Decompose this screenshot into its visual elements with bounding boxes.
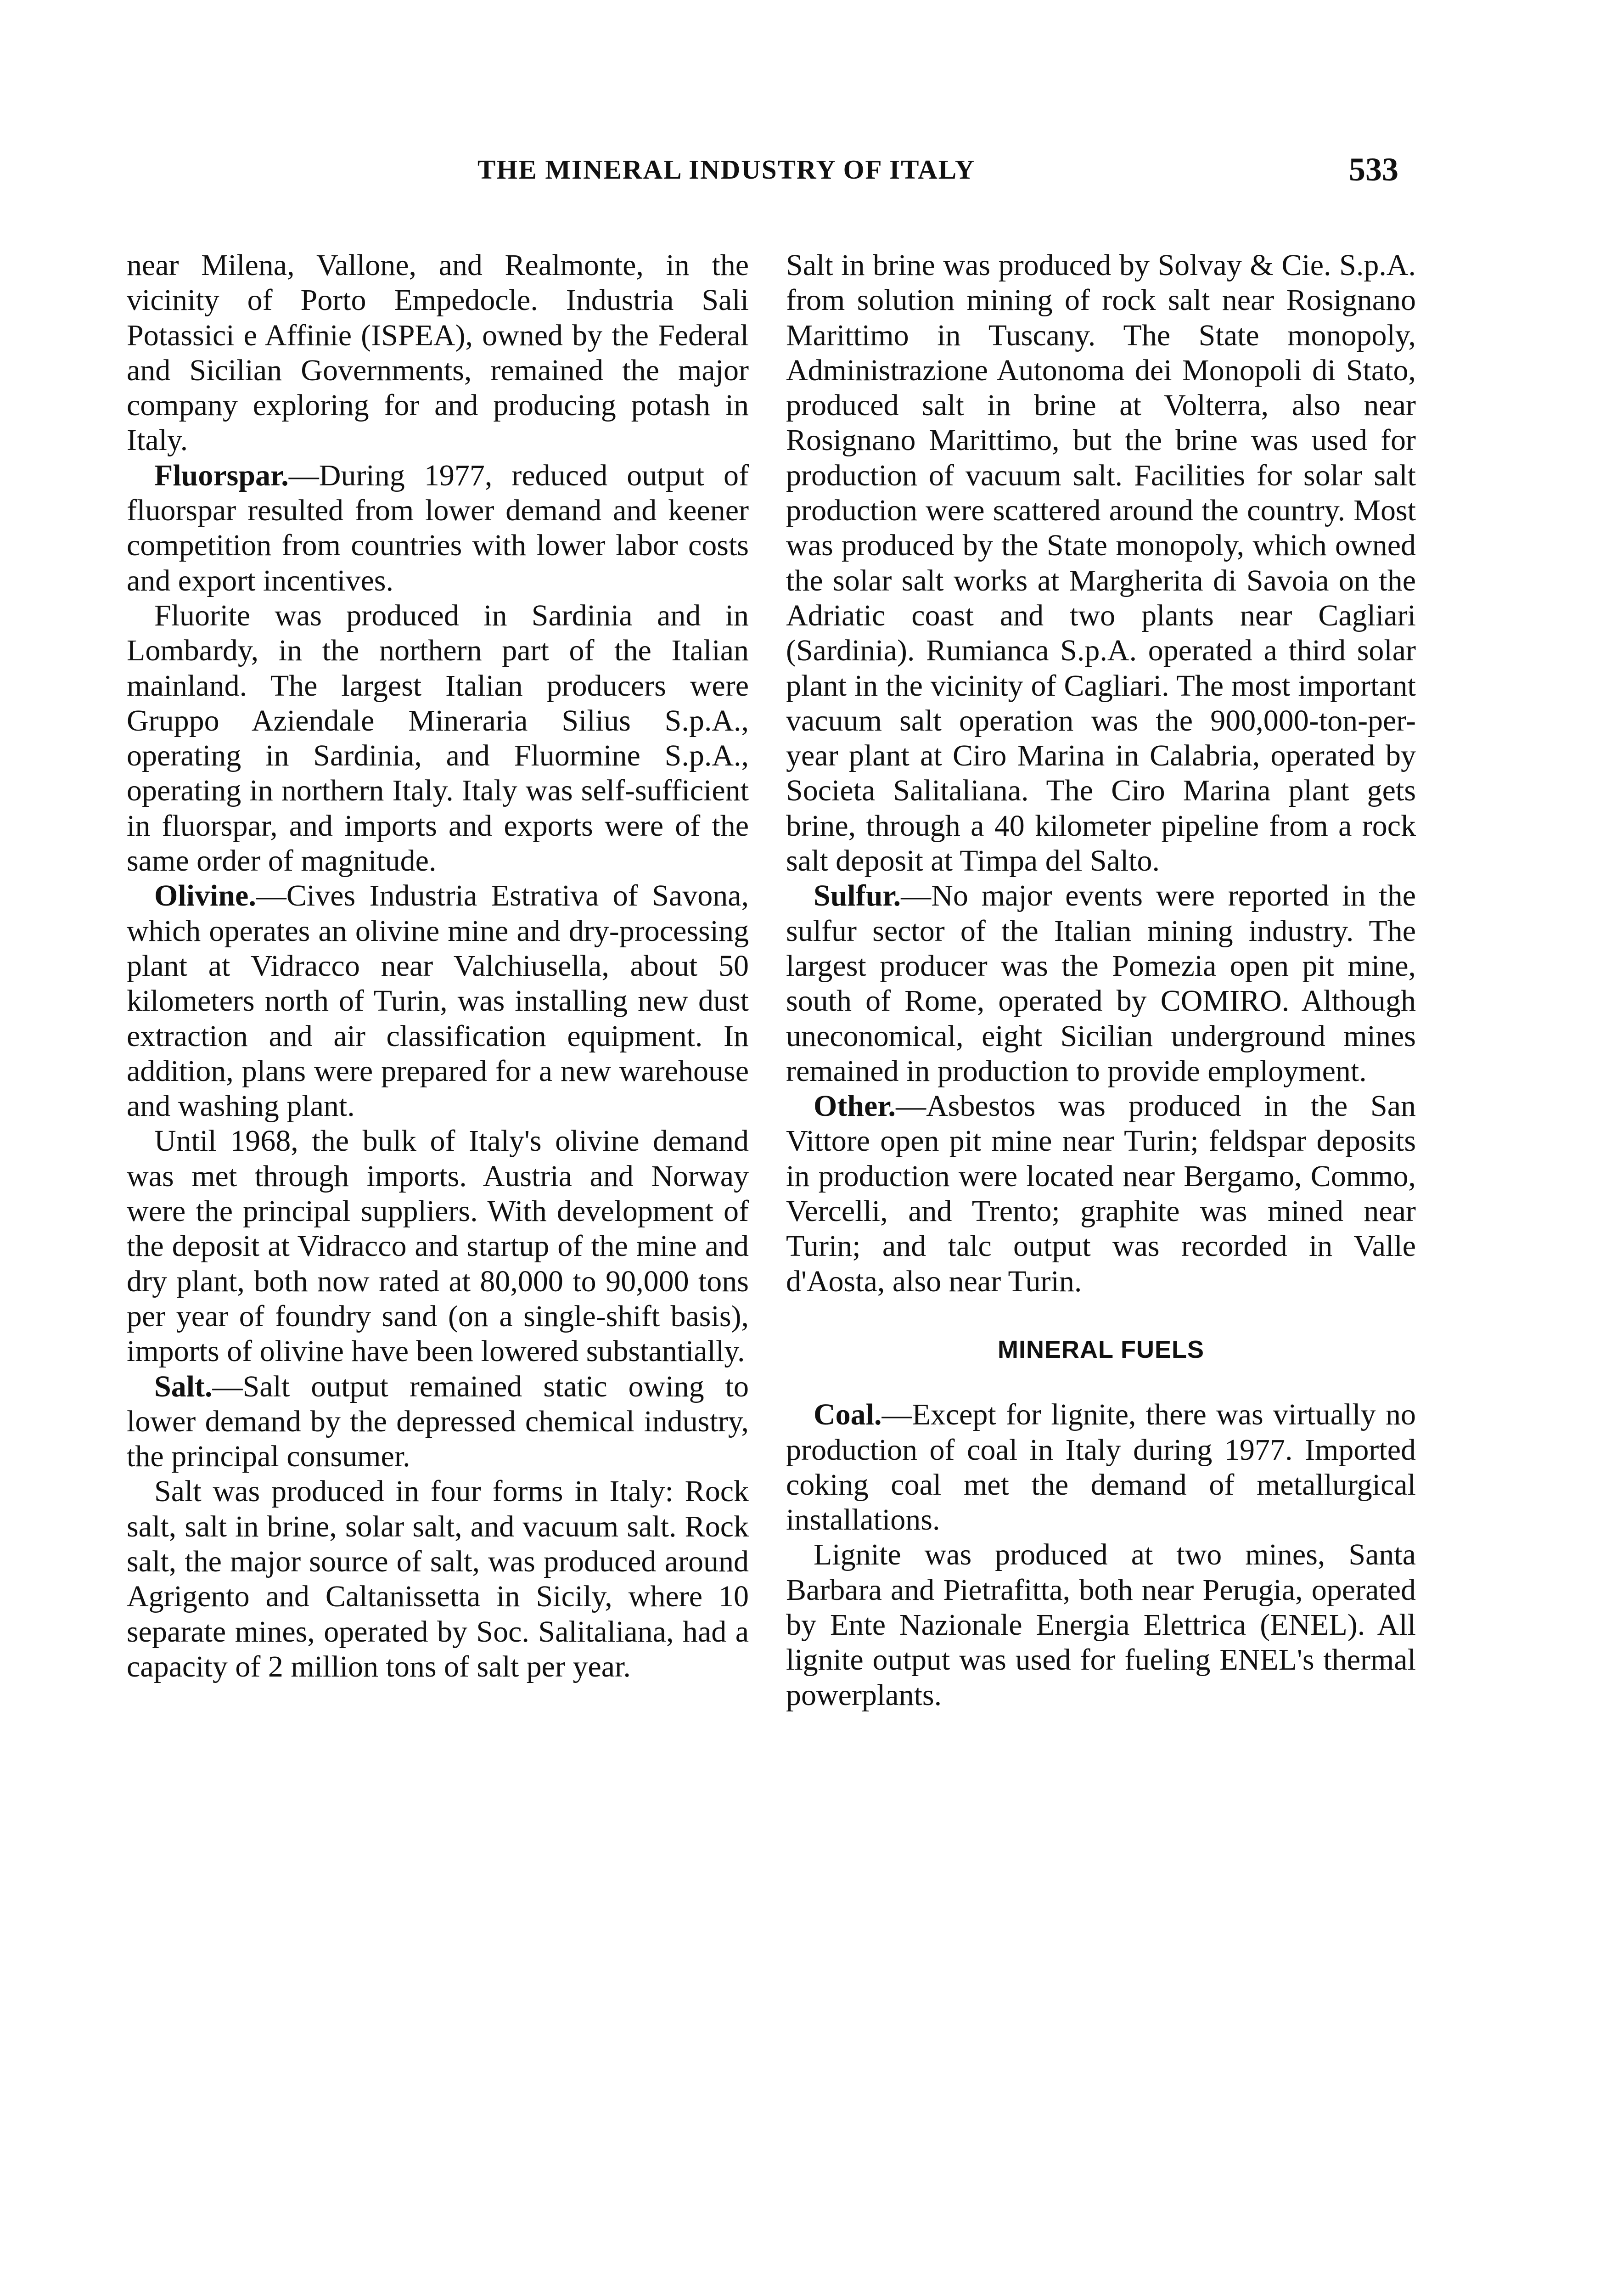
subsection-lead-fluorspar: Fluorspar.	[154, 458, 289, 492]
subsection-lead-olivine: Olivine.	[154, 879, 256, 913]
paragraph-text: —Asbestos was produced in the San Vittore open pit mine near Turin; feldspar deposits in production were located near Bergamo, Commo, Vercelli, and Trento; graphite was mined near Turin; and talc output was recorded in Valle d'Aosta, also near Turin.	[786, 1089, 1416, 1298]
paragraph: Lignite was produced at two mines, Santa Barbara and Pietrafitta, both near Perugia, operated by Ente Nazionale Energia Elettrica (ENEL). All lignite output was used for fueling ENEL's thermal powerplants.	[786, 1538, 1416, 1712]
paragraph-olivine	[127, 878, 749, 1124]
paragraph: Salt in brine was produced by Solvay & Cie. S.p.A. from solution mining of rock salt near Rosignano Marittimo in Tuscany. The State monopoly, Administrazione Autonoma dei Monopoli di Stato, produced salt in brine at Volterra, also near Rosignano Marittimo, but the brine was used for production of vacuum salt. Facilities for solar salt production were scattered around the country. Most was produced by the State monopoly, which owned the solar salt works at Margherita di Savoia on the Adriatic coast and two plants near Cagliari (Sardinia). Rumianca S.p.A. operated a third solar plant in the vicinity of Cagliari. The most important vacuum salt operation was the 900,000-ton-per-year plant at Ciro Marina in Calabria, operated by Societa Salitaliana. The Ciro Marina plant gets brine, through a 40 kilometer pipeline from a rock salt deposit at Timpa del Salto.	[786, 248, 1416, 878]
paragraph-text: —Salt output remained static owing to lower demand by the depressed chemical industry, the principal consumer.	[127, 1369, 749, 1474]
paragraph-salt	[127, 1369, 749, 1474]
page-number: 533	[1349, 151, 1398, 188]
paragraph-sulfur	[786, 878, 1416, 1089]
running-title: THE MINERAL INDUSTRY OF ITALY	[477, 154, 976, 185]
paragraph: Fluorite was produced in Sardinia and in Lombardy, in the northern part of the Italian mainland. The largest Italian producers were Gruppo Aziendale Mineraria Silius S.p.A., operating in Sardinia, and Fluormine S.p.A., operating in northern Italy. Italy was self-sufficient in fluorspar, and imports and exports were of the same order of magnitude.	[127, 598, 749, 878]
paragraph-coal	[786, 1397, 1416, 1537]
subsection-lead-coal: Coal.	[814, 1398, 882, 1432]
subsection-lead-other: Other.	[814, 1089, 896, 1123]
subsection-lead-salt: Salt.	[154, 1369, 213, 1403]
left-column	[127, 248, 749, 1684]
paragraph-text: —Cives Industria Estrativa of Savona, which operates an olivine mine and dry-processing plant at Vidracco near Valchiusella, about 50 kilometers north of Turin, was installing new dust extraction and air classification equipment. In addition, plans were prepared for a new warehouse and washing plant.	[127, 879, 749, 1123]
paragraph: Until 1968, the bulk of Italy's olivine demand was met through imports. Austria and Norway were the principal suppliers. With development of the deposit at Vidracco and startup of the mine and dry plant, both now rated at 80,000 to 90,000 tons per year of foundry sand (on a single-shift basis), imports of olivine have been lowered substantially.	[127, 1124, 749, 1368]
paragraph-fluorspar	[127, 458, 749, 598]
right-column	[786, 248, 1416, 1713]
section-heading: MINERAL FUELS	[997, 1335, 1204, 1363]
paragraph-text: —No major events were reported in the sulfur sector of the Italian mining industry. The largest producer was the Pomezia open pit mine, south of Rome, operated by COMIRO. Although uneconomical, eight Sicilian underground mines remained in production to provide employment.	[786, 879, 1416, 1088]
paragraph: near Milena, Vallone, and Realmonte, in the vicinity of Porto Empedocle. Industria Sali Potassici e Affinie (ISPEA), owned by the Federal and Sicilian Governments, remained the major company exploring for and producing potash in Italy.	[127, 248, 749, 457]
paragraph-text: —During 1977, reduced output of fluorspar resulted from lower demand and keener competition from countries with lower labor costs and export incentives.	[127, 458, 749, 597]
paragraph-text: —Except for lignite, there was virtually no production of coal in Italy during 1977. Imported coking coal met the demand of metallurgical installations.	[786, 1398, 1416, 1537]
paragraph-other	[786, 1089, 1416, 1299]
paragraph: Salt was produced in four forms in Italy: Rock salt, salt in brine, solar salt, and vacuum salt. Rock salt, the major source of salt, was produced around Agrigento and Caltanissetta in Sicily, where 10 separate mines, operated by Soc. Salitaliana, had a capacity of 2 million tons of salt per year.	[127, 1474, 749, 1683]
subsection-lead-sulfur: Sulfur.	[814, 879, 901, 913]
